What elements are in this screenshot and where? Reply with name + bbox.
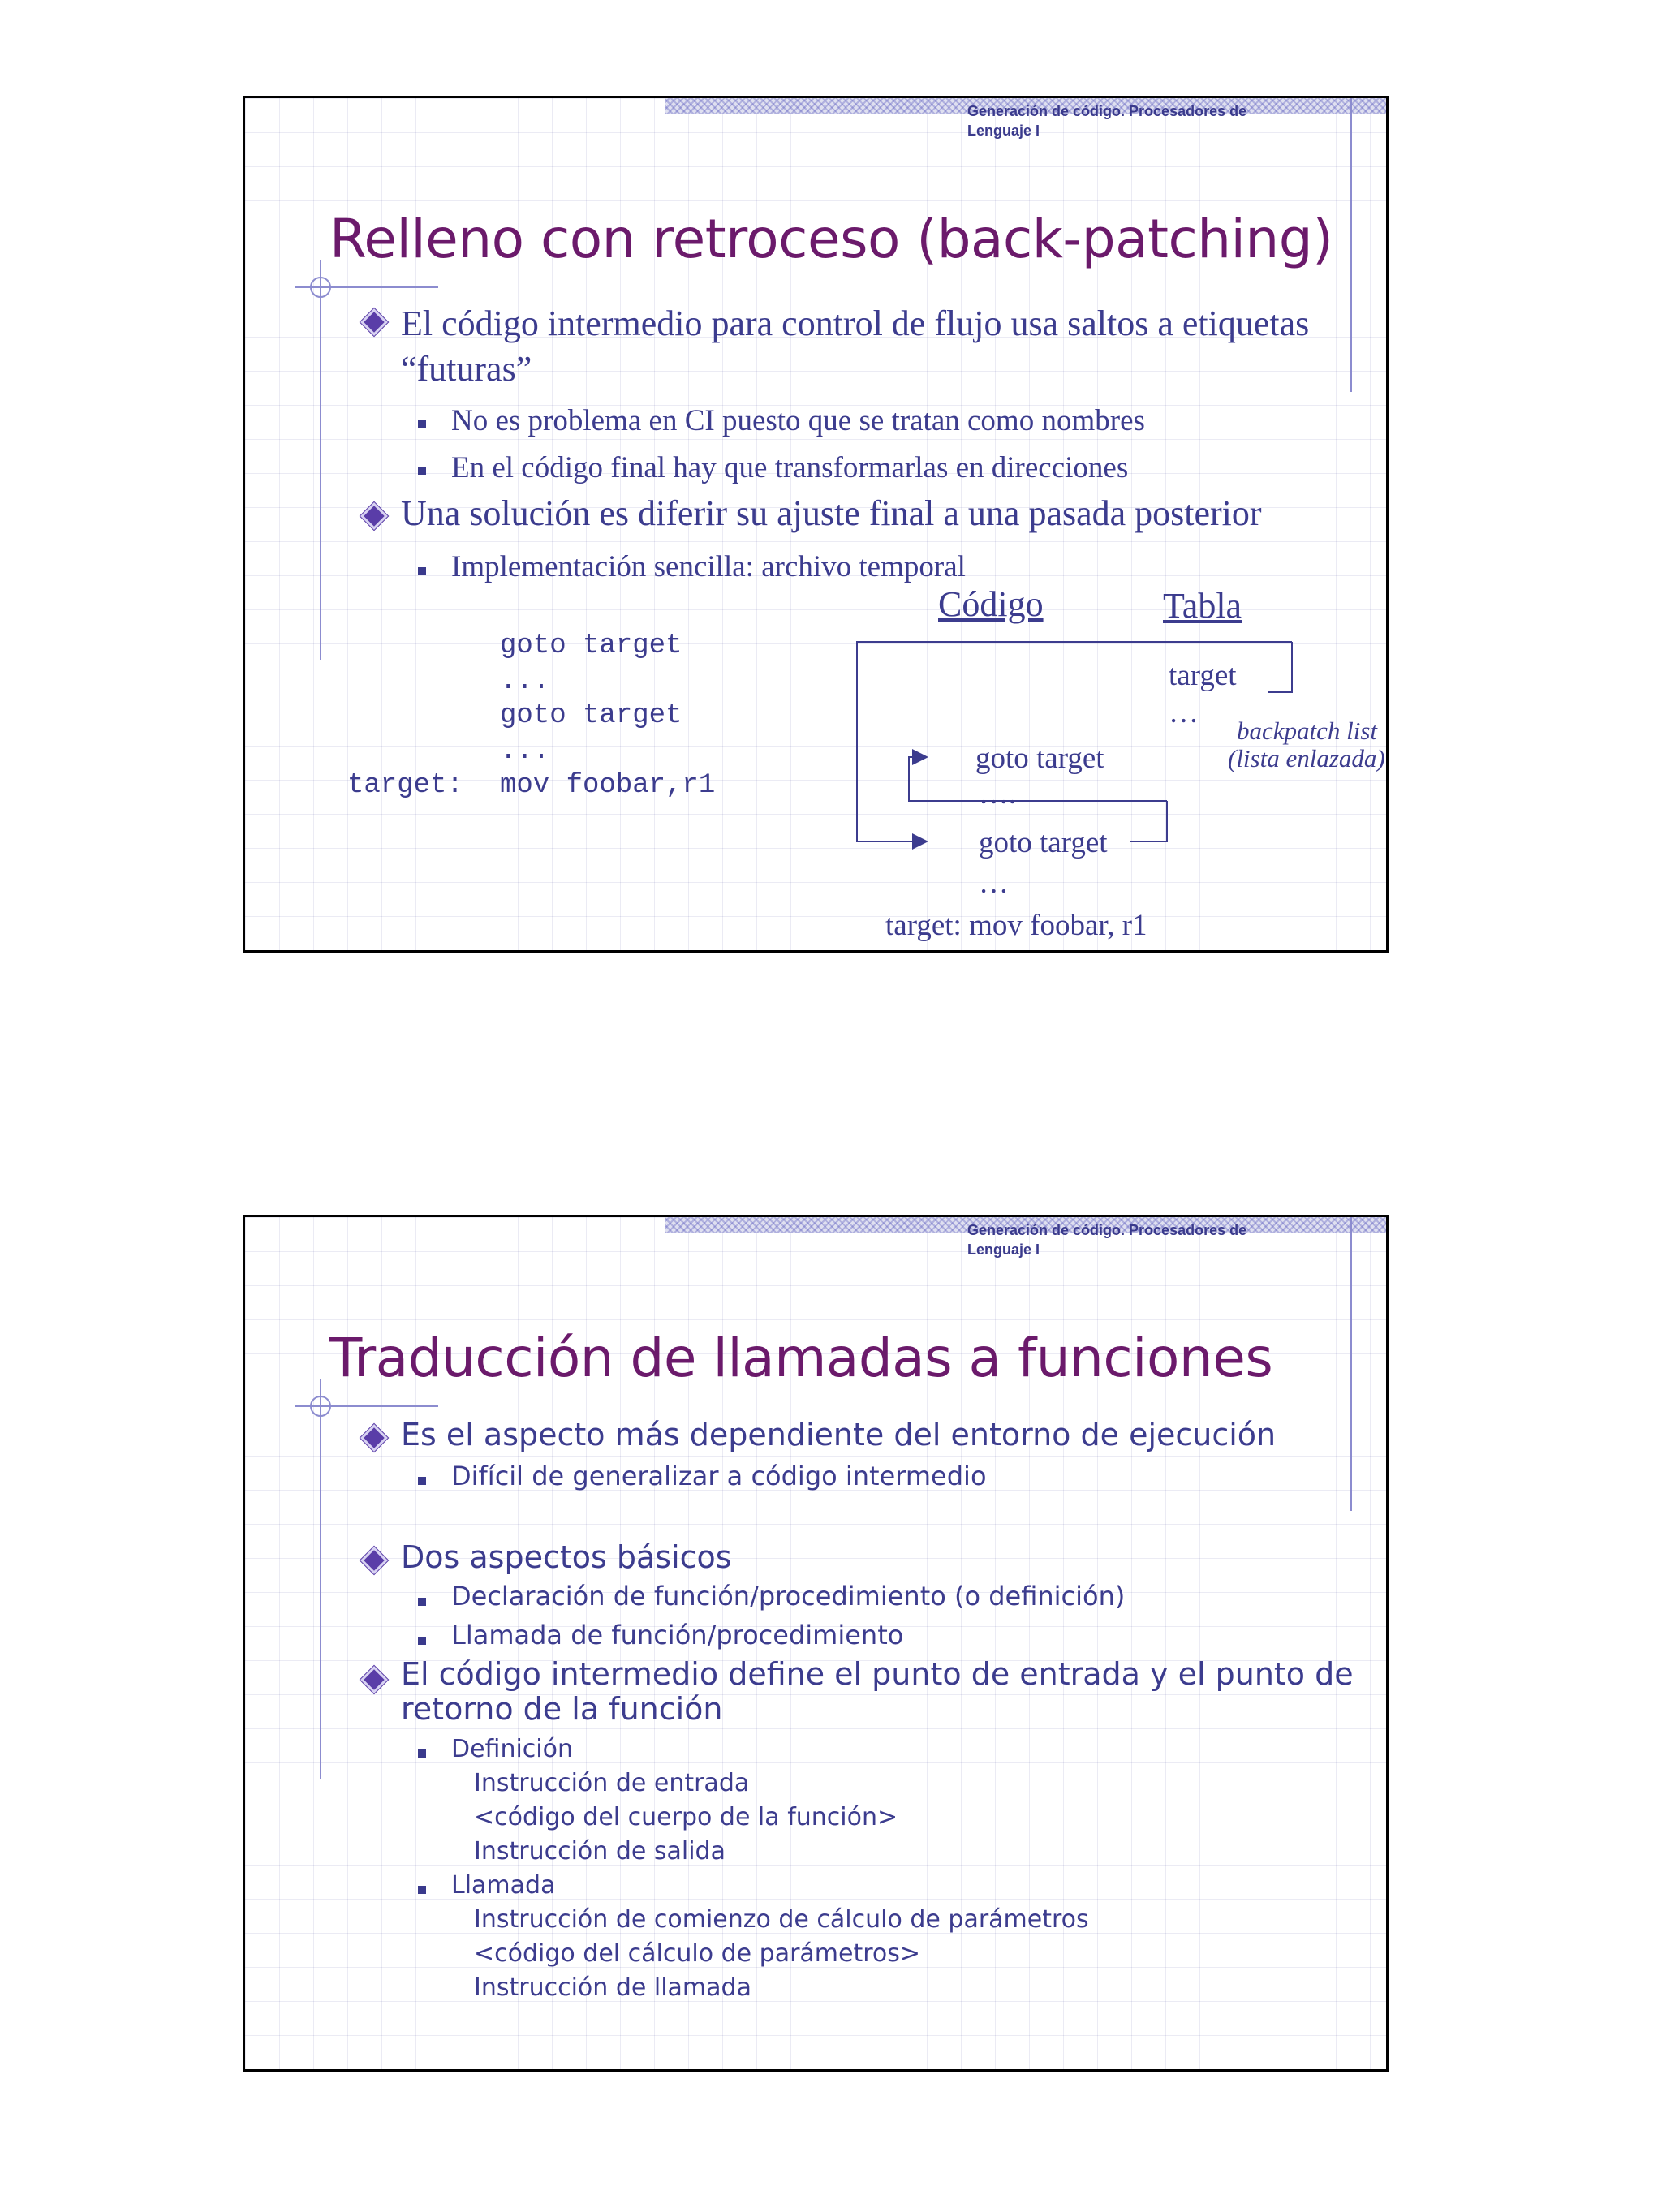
tabla-heading: Tabla — [1163, 586, 1242, 626]
bullet-1-line-1: El código intermedio para control de flujo usa saltos a etiquetas — [401, 303, 1310, 343]
diagram-final-line: target: mov foobar, r1 — [885, 909, 1147, 942]
diamond-bullet-icon — [360, 1547, 388, 1574]
header-line-2: Lenguaje I — [967, 1242, 1040, 1258]
sub-bullet-4: Definición — [451, 1735, 573, 1763]
table-bracket — [1268, 642, 1292, 692]
decor-vertical-line-left — [320, 1379, 321, 1779]
tabla-dots: … — [1169, 696, 1199, 729]
bullet-3-line-2: retorno de la función — [401, 1691, 723, 1727]
diamond-bullet-icon — [360, 1424, 388, 1452]
code-line-4: ... — [500, 736, 550, 767]
diagram-dots-2: … — [979, 867, 1009, 900]
slide-back-patching — [243, 96, 1389, 953]
header-line-1: Generación de código. Procesadores de — [967, 103, 1247, 119]
bullet-3-line-1: El código intermedio define el punto de entrada y el punto de — [401, 1656, 1354, 1692]
crosshair-icon — [310, 1396, 331, 1417]
codigo-heading: Código — [938, 584, 1044, 624]
sub-bullet-2: Declaración de función/procedimiento (o definición) — [451, 1581, 1126, 1612]
square-bullet-icon — [418, 1637, 426, 1645]
goto2-bracket — [1130, 801, 1167, 841]
call-line-2: <código del cálculo de parámetros> — [474, 1939, 921, 1968]
tabla-entry: target — [1169, 659, 1237, 692]
arrow-table-to-goto2 — [857, 642, 1292, 841]
square-bullet-icon — [418, 1477, 426, 1485]
definition-line-2: <código del cuerpo de la función> — [474, 1803, 898, 1831]
diamond-bullet-icon — [360, 1666, 388, 1693]
sub-bullet-3: Llamada de función/procedimiento — [451, 1620, 904, 1650]
call-line-1: Instrucción de comienzo de cálculo de parámetros — [474, 1905, 1089, 1934]
call-line-3: Instrucción de llamada — [474, 1973, 751, 2002]
slide-header — [967, 1220, 1316, 1259]
bullet-2: Dos aspectos básicos — [401, 1539, 732, 1575]
slide-function-calls — [243, 1215, 1389, 2072]
sub-bullet-5: Llamada — [451, 1871, 556, 1900]
sub-bullet-1: No es problema en CI puesto que se tratan como nombres — [451, 404, 1145, 437]
sub-bullet-3: Implementación sencilla: archivo temporal — [451, 550, 966, 583]
bullet-3 — [401, 1657, 1354, 1727]
backpatch-note-2: (lista enlazada) — [1228, 744, 1385, 772]
square-bullet-icon — [418, 1749, 426, 1758]
slide-title: Traducción de llamadas a funciones — [329, 1327, 1273, 1389]
code-line-3: goto target — [500, 700, 682, 731]
sub-bullet-1: Difícil de generalizar a código intermedio — [451, 1461, 987, 1491]
code-line-5: mov foobar,r1 — [500, 770, 716, 801]
header-line-2: Lenguaje I — [967, 123, 1040, 139]
code-line-1: goto target — [500, 630, 682, 661]
backpatch-note-1: backpatch list — [1237, 717, 1378, 745]
header-line-1: Generación de código. Procesadores de — [967, 1222, 1247, 1238]
bullet-2: Una solución es diferir su ajuste final a una pasada posterior — [401, 493, 1262, 533]
diagram-goto-2: goto target — [979, 826, 1108, 859]
square-bullet-icon — [418, 1598, 426, 1606]
code-label: target: — [347, 770, 463, 801]
backpatch-arrows — [245, 98, 1389, 953]
square-bullet-icon — [418, 1886, 426, 1894]
code-line-2: ... — [500, 666, 550, 697]
sub-bullet-2: En el código final hay que transformarlas en direcciones — [451, 451, 1129, 484]
slide-title: Relleno con retroceso (back-patching) — [329, 208, 1333, 270]
arrow-goto2-to-goto1 — [909, 757, 1167, 801]
diagram-goto-1: goto target — [975, 742, 1104, 775]
decor-vertical-line — [1350, 1217, 1352, 1511]
definition-line-1: Instrucción de entrada — [474, 1769, 750, 1797]
definition-line-3: Instrucción de salida — [474, 1837, 726, 1866]
diagram-dots-1: …. — [979, 777, 1017, 811]
bullet-1-line-2: “futuras” — [401, 349, 532, 389]
bullet-1: Es el aspecto más dependiente del entorno de ejecución — [401, 1417, 1277, 1452]
